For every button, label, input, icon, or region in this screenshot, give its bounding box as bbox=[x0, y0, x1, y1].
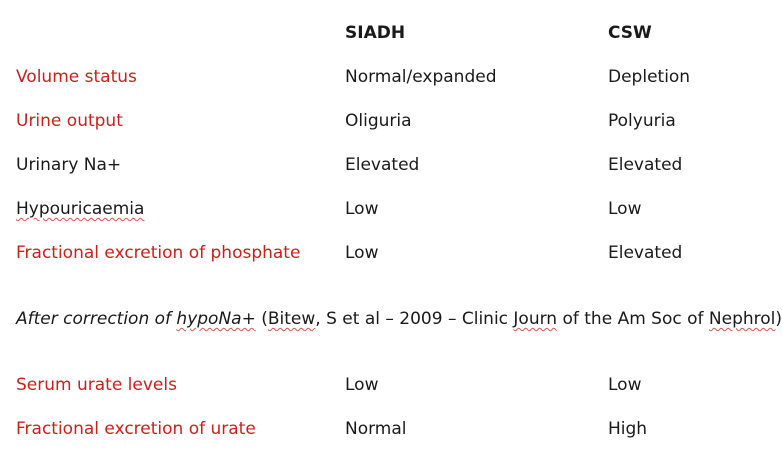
note-seg4: ) bbox=[775, 309, 782, 329]
row-siadh-urinary-na: Elevated bbox=[345, 155, 420, 175]
note-journ: Journ bbox=[513, 309, 558, 329]
note-author: Bitew bbox=[267, 309, 316, 329]
row-csw-fe-phosphate: Elevated bbox=[608, 243, 683, 263]
header-csw: CSW bbox=[608, 23, 652, 43]
note-hypona: hypoNa+ bbox=[176, 309, 256, 329]
row-label-urine-output: Urine output bbox=[16, 111, 123, 131]
note-seg2: , S et al – 2009 – Clinic bbox=[315, 309, 514, 329]
note-nephrol: Nephrol bbox=[708, 309, 776, 329]
row-label-volume-status: Volume status bbox=[16, 67, 137, 87]
row-csw-hypouricaemia: Low bbox=[608, 199, 642, 219]
header-siadh: SIADH bbox=[345, 23, 406, 43]
row-label-fe-phosphate: Fractional excretion of phosphate bbox=[16, 243, 301, 263]
row-siadh-volume-status: Normal/expanded bbox=[345, 67, 497, 87]
note-seg3: of the Am Soc of bbox=[557, 309, 709, 329]
row-csw-fe-urate: High bbox=[608, 419, 648, 439]
row-csw-urinary-na: Elevated bbox=[608, 155, 683, 175]
row-siadh-hypouricaemia: Low bbox=[345, 199, 379, 219]
row-csw-serum-urate: Low bbox=[608, 375, 642, 395]
row-label-serum-urate: Serum urate levels bbox=[16, 375, 177, 395]
note-seg1: ( bbox=[255, 309, 268, 329]
row-siadh-serum-urate: Low bbox=[345, 375, 379, 395]
row-label-hypouricaemia: Hypouricaemia bbox=[16, 199, 145, 219]
row-label-fe-urate: Fractional excretion of urate bbox=[16, 419, 256, 439]
citation-note bbox=[16, 308, 782, 330]
note-italic-prefix: After correction of bbox=[16, 309, 177, 329]
row-csw-urine-output: Polyuria bbox=[608, 111, 676, 131]
row-csw-volume-status: Depletion bbox=[608, 67, 691, 87]
row-label-urinary-na: Urinary Na+ bbox=[16, 155, 122, 175]
row-siadh-fe-urate: Normal bbox=[345, 419, 407, 439]
row-siadh-fe-phosphate: Low bbox=[345, 243, 379, 263]
row-siadh-urine-output: Oliguria bbox=[345, 111, 412, 131]
